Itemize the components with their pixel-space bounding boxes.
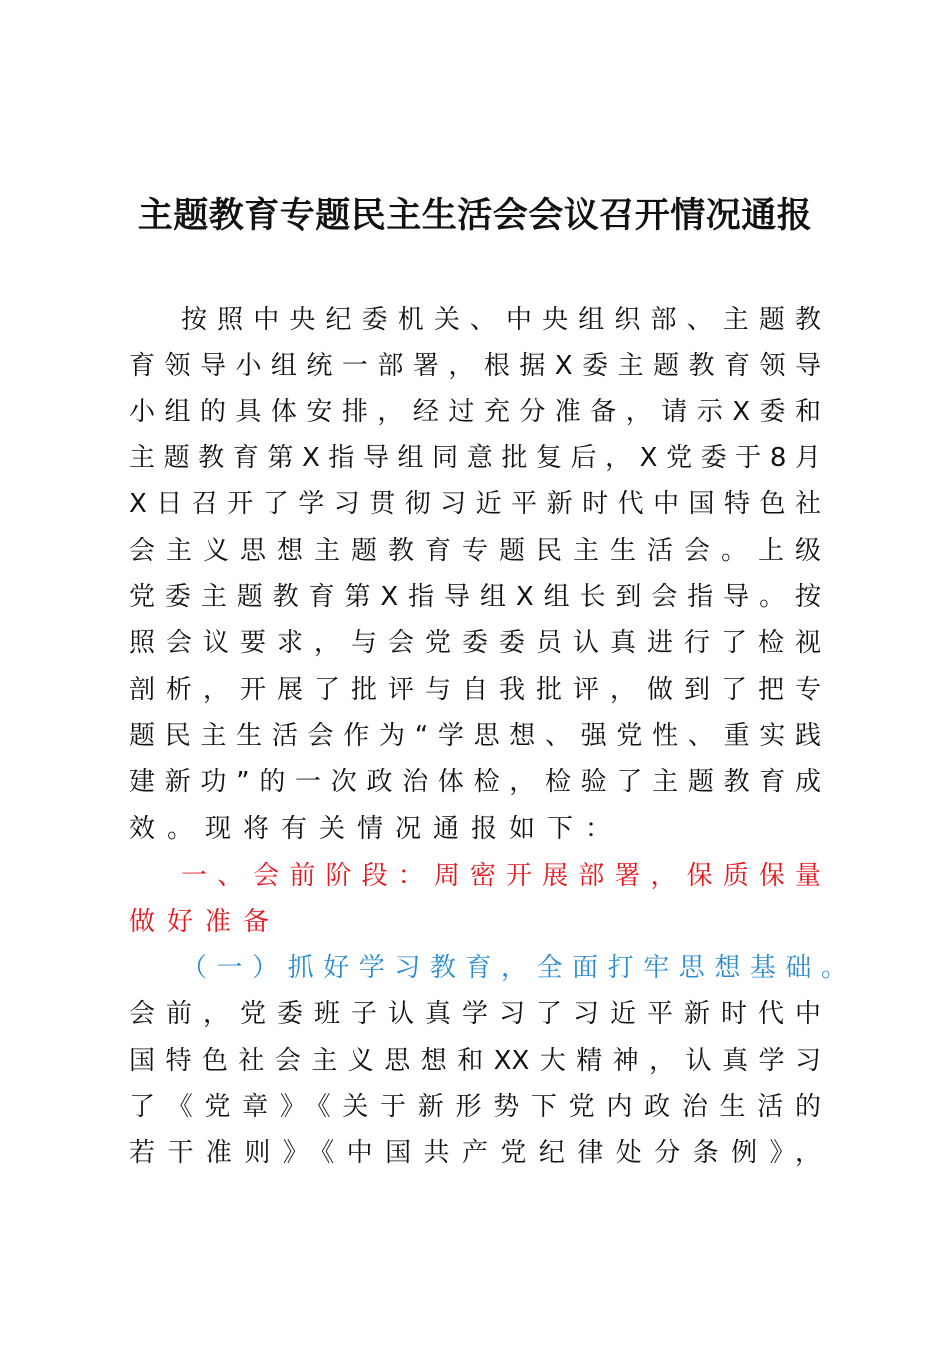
paragraph-line: 育领导小组统一部署，根据X委主题教育领导 xyxy=(129,351,821,381)
paragraph-line: 建新功”的一次政治体检，检验了主题教育成 xyxy=(129,767,821,797)
paragraph-line: 国特色社会主义思想和XX大精神，认真学习 xyxy=(129,1046,821,1076)
paragraph-line: 会前，党委班子认真学习了习近平新时代中 xyxy=(129,999,821,1029)
sub-heading: （一）抓好学习教育，全面打牢思想基础。 xyxy=(181,953,847,983)
paragraph-line: 小组的具体安排，经过充分准备，请示X委和 xyxy=(129,397,821,427)
paragraph-line: 党委主题教育第X指导组X组长到会指导。按 xyxy=(129,582,821,612)
paragraph-line: 效。现将有关情况通报如下： xyxy=(129,814,624,844)
paragraph-line: 会主义思想主题教育专题民主生活会。上级 xyxy=(129,536,821,566)
paragraph-line: 按照中央纪委机关、中央组织部、主题教 xyxy=(181,305,821,335)
paragraph-line: 主题教育第X指导组同意批复后，X党委于8月 xyxy=(129,443,821,473)
paragraph-line: X日召开了学习贯彻习近平新时代中国特色社 xyxy=(129,489,821,519)
paragraph-line: 题民主生活会作为“学思想、强党性、重实践 xyxy=(129,721,821,751)
paragraph-line: 了《党章》《关于新形势下党内政治生活的 xyxy=(129,1092,821,1122)
section-heading-continued: 做好准备 xyxy=(129,907,282,937)
document-title: 主题教育专题民主生活会会议召开情况通报 xyxy=(137,196,813,236)
paragraph-line: 剖析，开展了批评与自我批评，做到了把专 xyxy=(129,675,821,705)
paragraph-line: 若干准则》《中国共产党纪律处分条例》， xyxy=(129,1138,821,1168)
section-heading: 一、会前阶段：周密开展部署，保质保量 xyxy=(181,861,821,891)
paragraph-line: 照会议要求，与会党委委员认真进行了检视 xyxy=(129,628,821,658)
